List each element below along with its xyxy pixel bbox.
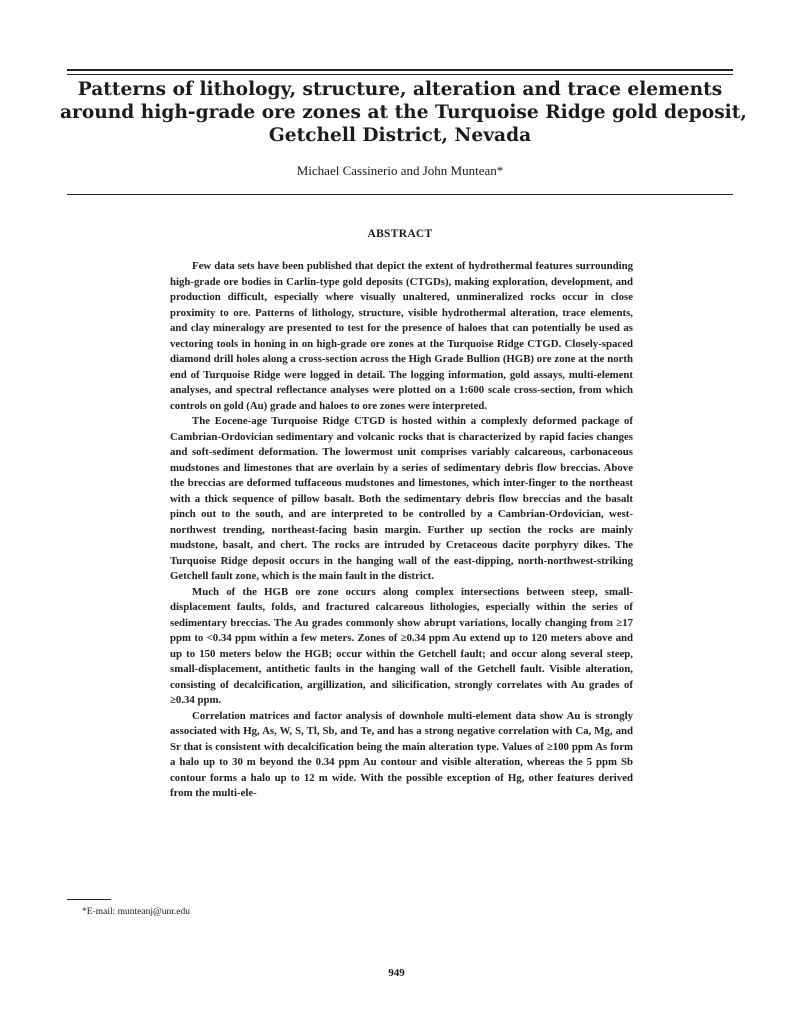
abstract-paragraph: The Eocene-age Turquoise Ridge CTGD is hosted within a complexly deformed package of Cambrian-Ordovician sedimentary and volcanic rocks that is characterized by rapid facies changes and soft-sediment deformation. The lowermost unit comprises variably calcareous, carbonaceous mudstones and limestones that are overlain by a series of sedimentary debris flow breccias. Above the breccias are deformed tuffaceous mudstones and limestones, which inter-finger to the northeast with a thick sequence of pillow basalt. Both the sedimentary debris flow breccias and the basalt pinch out to the south, and are interpreted to be controlled by a Cambrian-Ordovician, west-northwest trending, northeast-facing basin margin. Further up section the rocks are mainly mudstone, basalt, and chert. The rocks are intruded by Cretaceous dacite porphyry dikes. The Turquoise Ridge deposit occurs in the hanging wall of the east-dipping, north-northwest-striking Getchell fault zone, which is the main fault in the district. [170,415,633,582]
abstract-paragraph: Few data sets have been published that depict the extent of hydrothermal features surrounding high-grade ore bodies in Carlin-type gold deposits (CTGDs), making exploration, development, and production difficult, especially where visually unaltered, unmineralized rocks occur in close proximity to ore. Patterns of lithology, structure, visible hydrothermal alteration, trace elements, and clay mineralogy are presented to test for the presence of haloes that can potentially be used as vectoring tools in honing in on high-grade ore zones at the Turquoise Ridge CTGD. Closely-spaced diamond drill holes along a cross-section across the High Grade Bullion (HGB) ore zone at the north end of Turquoise Ridge were logged in detail. The logging information, gold assays, multi-element analyses, and spectral reflectance analyses were plotted on a 1:600 scale cross-section, from which controls on gold (Au) grade and haloes to ore zones were interpreted. [170,260,633,412]
abstract-heading: ABSTRACT [367,228,433,240]
abstract-paragraph: Correlation matrices and factor analysis of downhole multi-element data show Au is strongly associated with Hg, As, W, S, Tl, Sb, and Te, and has a strong negative correlation with Ca, Mg, and Sr that is consistent with decalcification being the main alteration type. Values of ≥100 ppm As form a halo up to 30 m beyond the 0.34 ppm Au contour and visible alteration, whereas the 5 ppm Sb contour forms a halo up to 12 m wide. With the possible exception of Hg, other features derived from the multi-ele- [170,709,633,799]
top-rule-thick [67,69,733,71]
abstract-body [170,259,633,802]
abstract-paragraph: Much of the HGB ore zone occurs along complex intersections between steep, small-displacement faults, folds, and fractured calcareous lithologies, especially within the series of sedimentary breccias. The Au grades commonly show abrupt variations, locally changing from ≥17 ppm to <0.34 ppm within a few meters. Zones of ≥0.34 ppm Au extend up to 120 meters above and up to 150 meters below the HGB; occur within the Getchell fault; and occur along several steep, small-displacement, antithetic faults in the hanging wall of the Getchell fault. Visible alteration, consisting of decalcification, argillization, and silicification, strongly correlates with Au grades of ≥0.34 ppm. [170,585,633,706]
paper-title [60,78,747,147]
page-number: 949 [388,967,405,979]
title-line: Patterns of lithology, structure, alteration and trace elements [77,79,723,100]
title-line: Getchell District, Nevada [268,125,532,146]
title-line: around high-grade ore zones at the Turquoise Ridge gold deposit, [60,102,747,123]
authors: Michael Cassinerio and John Muntean* [296,163,504,178]
header-divider [67,194,733,195]
footnote-divider [67,899,111,900]
top-rule-thin [67,74,733,75]
footnote-email: *E-mail: munteanj@unr.edu [82,907,190,917]
